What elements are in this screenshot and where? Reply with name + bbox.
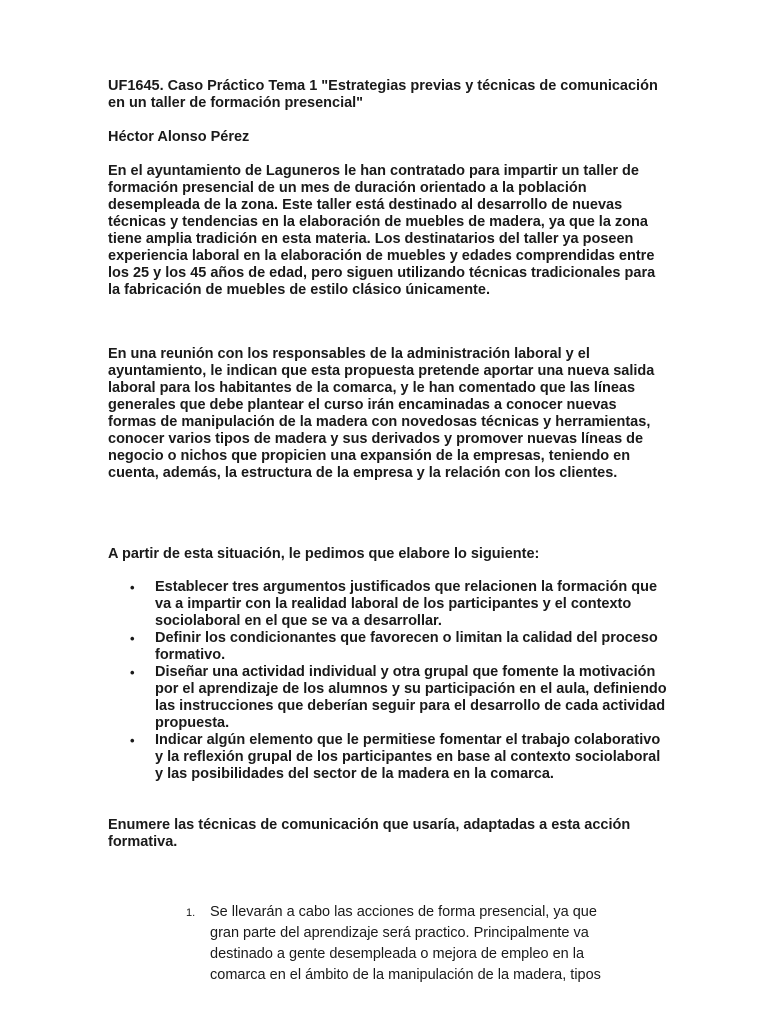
bullet-icon: • [130,733,135,748]
question-text: Enumere las técnicas de comunicación que usaría, adaptadas a esta acción formativa. [108,817,631,850]
list-item [108,732,668,783]
list-item-text: Definir los condicionantes que favorecen o limitan la calidad del proceso formativo. [155,630,658,663]
author-name: Héctor Alonso Pérez [108,129,250,145]
bullet-icon: • [130,631,135,646]
list-item [108,579,668,630]
paragraph-meeting: En una reunión con los responsables de la administración laboral y el ayuntamiento, le indican que esta propuesta pretende aportar una nueva salida laboral para los habitantes de la comarca, y le han comentado que las líneas generales que debe plantear el curso irán encaminadas a conocer nuevas formas de manipulación de la madera con novedosas técnicas y herramientas, conocer varios tipos de madera y sus derivados y promover nuevas líneas de negocio o nichos que propicien una expansión de la empresas, teniendo en cuenta, además, la estructura de la empresa y la relación con los clientes. [108,346,655,481]
list-item [108,664,668,732]
answer-list [186,902,626,986]
answer-number: 1. [186,907,196,919]
list-item [108,630,668,664]
list-item-text: Indicar algún elemento que le permitiese fomentar el trabajo colaborativo y la reflexión grupal de los participantes en base al contexto sociolaboral y las posibilidades del sector de la madera en la comarca. [155,732,661,782]
list-item-text: Diseñar una actividad individual y otra grupal que fomente la motivación por el aprendizaje de los alumnos y su participación en el aula, definiendo las instrucciones que deberían seguir para el desarrollo de cada actividad propuesta. [155,664,667,731]
paragraph-context: En el ayuntamiento de Laguneros le han contratado para impartir un taller de formación presencial de un mes de duración orientado a la población desempleada de la zona. Este taller está destinado al desarrollo de nuevas técnicas y tendencias en la elaboración de muebles de madera, ya que la zona tiene amplia tradición en esta materia. Los destinatarios del taller ya poseen experiencia laboral en la elaboración de muebles y edades comprendidas entre los 25 y los 45 años de edad, pero siguen utilizando técnicas tradicionales para la fabricación de muebles de estilo clásico únicamente. [108,163,656,298]
bullet-icon: • [130,665,135,680]
answer-text: Se llevarán a cabo las acciones de forma presencial, ya que gran parte del aprendizaje será practico. Principalmente va destinado a gente desempleada o mejora de empleo en la comarca en el ámbito de la manipulación de la madera, tipos [210,904,601,983]
bullet-icon: • [130,580,135,595]
document-title: UF1645. Caso Práctico Tema 1 "Estrategias previas y técnicas de comunicación en un taller de formación presencial" [108,78,658,111]
task-intro: A partir de esta situación, le pedimos que elabore lo siguiente: [108,546,540,562]
list-item-text: Establecer tres argumentos justificados que relacionen la formación que va a impartir con la realidad laboral de los participantes y el contexto sociolaboral en el que se va a desarrollar. [155,579,658,629]
task-list [108,579,668,783]
